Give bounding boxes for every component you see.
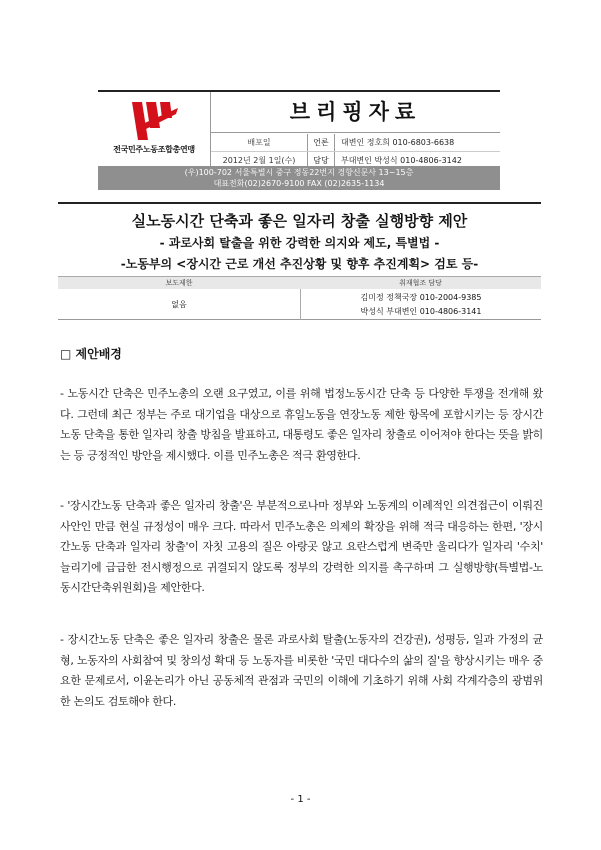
release-label: 배포일 [247,138,271,147]
section-heading: □ 제안배경 [60,347,122,361]
topic-subtitle: -노동부의 <장시간 근로 개선 추진상황 및 향후 추진계획> 검토 등- [120,257,479,271]
paragraph: - 장시간노동 단축은 좋은 일자리 창출은 물론 과로사회 탈출(노동자의 건강권), 성평등, 일과 가정의 균형, 노동자의 사회참여 및 창의성 확대 등 노동자를 비롯한 '국민 대다수의 삶의 질'을 향상시키는 매우 중요한 문제로서, 이윤논리가 아닌 공동체적 관점과 국민의 이해에 기초하기 위해 사회 각계각층의 광범위한 논의도 검토해야 한다. [60,633,543,708]
meta-row [211,134,500,151]
meta-grid [211,132,500,169]
contact-list [301,291,541,319]
release-limit-label: 보도제한 [165,279,193,287]
paragraph: - '장시간노동 단축과 좋은 일자리 창출'은 부분적으로나마 정부와 노동계의 이례적인 의견접근이 이뤄진 사안인 만큼 현실 규정성이 매우 크다. 따라서 민주노총은 의제의 확장을 위해 적극 대응하는 한편, '장시간노동 단축과 일자리 창출'이 자칫 고용의 질은 아랑곳 않고 요란스럽게 변죽만 울리다가 일자리 '수치' 늘리기에 급급한 전시행정으로 귀결되지 않도록 정부의 강력한 의지를 촉구하며 그 실행방향(특별법-노동시간단축위원회)을 제안한다. [60,499,543,595]
logo-cell [98,92,211,168]
phone-line: 대표전화(02)2670-9100 FAX (02)2635-1134 [213,179,385,188]
contact-key: 담당 [307,152,335,169]
topic-box [58,202,541,320]
address-line: (우)100-702 서울특별시 중구 정동22번지 경향신문사 13~15층 [184,168,414,177]
topic-subtitle: - 과로사회 탈출을 위한 강력한 의지와 제도, 특별법 - [159,236,440,250]
contact-item: 박성식 부대변인 010-4806-3141 [360,307,482,316]
contact-label: 취재협조 담당 [399,279,442,287]
press-key: 언론 [307,134,335,151]
release-date: 2012년 2월 1일(수) [222,156,296,165]
page-number: - 1 - [290,794,311,805]
press-value: 대변인 정호희 010-6803-6638 [341,138,455,147]
release-table-body [58,289,541,320]
release-table-header [58,276,541,289]
release-limit-value: 없음 [58,289,301,320]
kctu-logo [126,100,182,142]
document-title: 브리핑자료 [289,100,422,124]
address-bar [98,166,500,190]
contact-item: 김미정 정책국장 010-2004-9385 [360,293,482,302]
contact-value: 부대변인 박성식 010-4806-3142 [341,156,462,165]
org-name: 전국민주노동조합총연맹 [113,145,195,154]
paragraph: - 노동시간 단축은 민주노총의 오랜 요구였고, 이를 위해 법정노동시간 단축 등 다양한 투쟁을 전개해 왔다. 그런데 최근 정부는 주로 대기업을 대상으로 휴일노동을 연장노동 제한 항목에 포함시키는 등 장시간노동 단축을 통한 일자리 창출 방침을 발표하고, 대통령도 좋은 일자리 창출로 이어져야 한다는 뜻을 밝히는 등 긍정적인 방안을 제시했다. 이를 민주노총은 적극 환영한다. [60,387,543,462]
topic-title: 실노동시간 단축과 좋은 일자리 창출 실행방향 제안 [131,212,468,230]
